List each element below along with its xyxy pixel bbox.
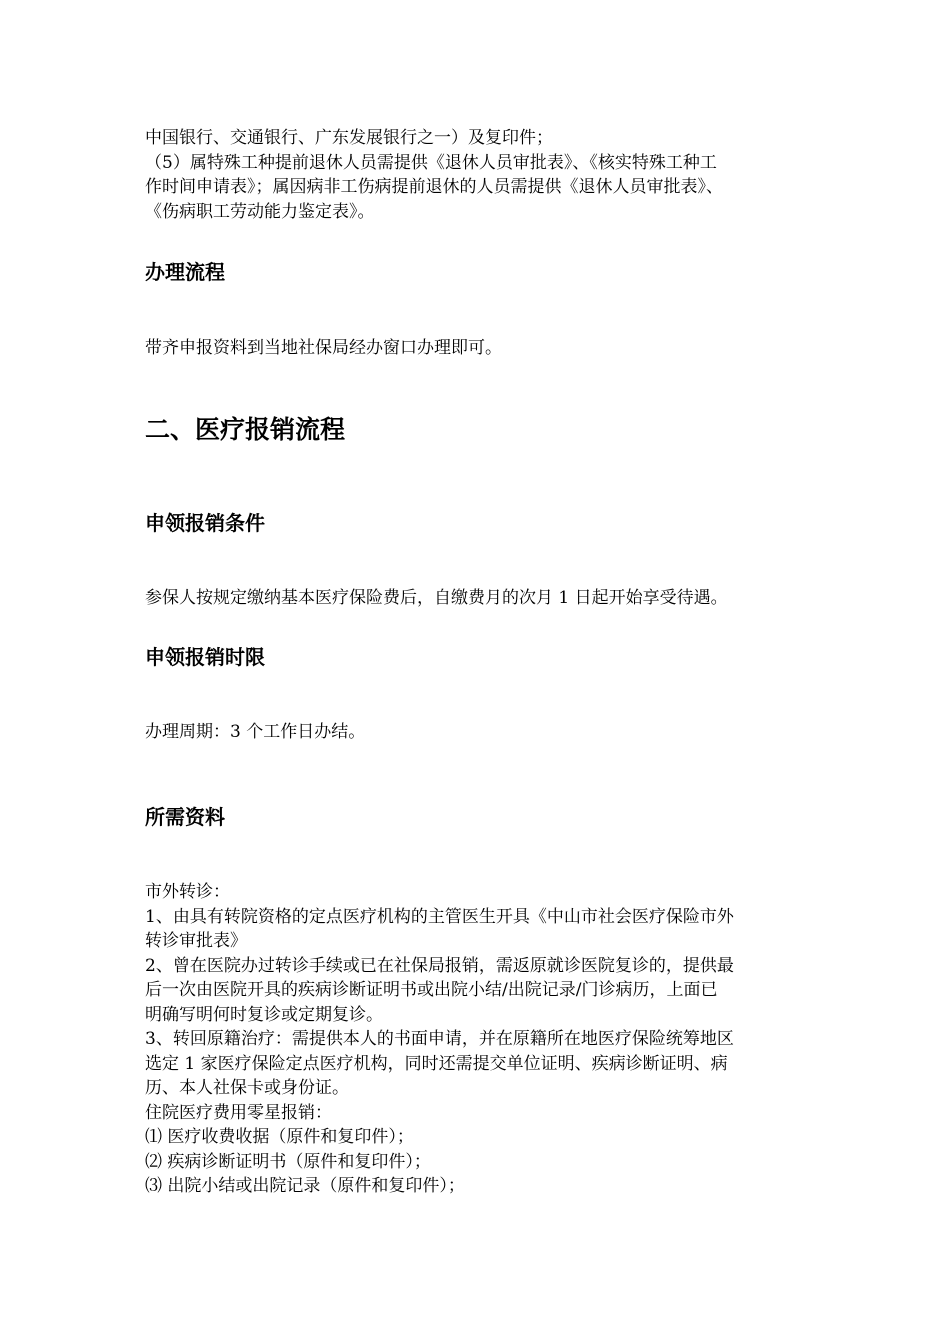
materials-line: 明确写明何时复诊或定期复诊。 xyxy=(145,1004,383,1025)
time-limit-text: 办理周期：3 个工作日办结。 xyxy=(145,722,366,742)
conditions-heading: 申领报销条件 xyxy=(145,511,265,535)
intro-line: 《伤病职工劳动能力鉴定表》。 xyxy=(145,201,375,222)
materials-line: ⑴ 医疗收费收据（原件和复印件）； xyxy=(145,1127,414,1147)
process-heading: 办理流程 xyxy=(145,260,225,284)
intro-line: 作时间申请表》；属因病非工伤病提前退休的人员需提供《退休人员审批表》、 xyxy=(145,177,723,197)
materials-line: ⑶ 出院小结或出院记录（原件和复印件）； xyxy=(145,1176,465,1196)
materials-line: 后一次由医院开具的疾病诊断证明书或出院小结/出院记录/门诊病历，上面已 xyxy=(145,980,718,1000)
materials-line: 市外转诊： xyxy=(145,882,230,902)
materials-line: 住院医疗费用零星报销： xyxy=(145,1102,332,1123)
materials-line: 转诊审批表》 xyxy=(145,931,247,951)
process-text: 带齐申报资料到当地社保局经办窗口办理即可。 xyxy=(145,338,502,358)
materials-line: 2、曾在医院办过转诊手续或已在社保局报销，需返原就诊医院复诊的，提供最 xyxy=(145,955,734,976)
materials-line: 1、由具有转院资格的定点医疗机构的主管医生开具《中山市社会医疗保险市外 xyxy=(145,906,734,927)
conditions-text: 参保人按规定缴纳基本医疗保险费后，自缴费月的次月 1 日起开始享受待遇。 xyxy=(145,588,728,608)
intro-line: 中国银行、交通银行、广东发展银行之一）及复印件； xyxy=(145,128,553,148)
materials-line: 选定 1 家医疗保险定点医疗机构，同时还需提交单位证明、疾病诊断证明、病 xyxy=(145,1053,728,1074)
time-limit-heading: 申领报销时限 xyxy=(145,645,265,669)
materials-line: ⑵ 疾病诊断证明书（原件和复印件）； xyxy=(145,1151,431,1172)
materials-heading: 所需资料 xyxy=(145,805,225,829)
materials-line: 历、本人社保卡或身份证。 xyxy=(145,1078,349,1098)
materials-line: 3、转回原籍治疗：需提供本人的书面申请，并在原籍所在地医疗保险统筹地区 xyxy=(145,1029,734,1049)
materials-list xyxy=(145,880,825,1199)
intro-line: （5）属特殊工种提前退休人员需提供《退休人员审批表》、《核实特殊工种工 xyxy=(145,152,717,173)
section-title: 二、医疗报销流程 xyxy=(145,415,346,444)
intro-paragraph xyxy=(145,126,825,224)
